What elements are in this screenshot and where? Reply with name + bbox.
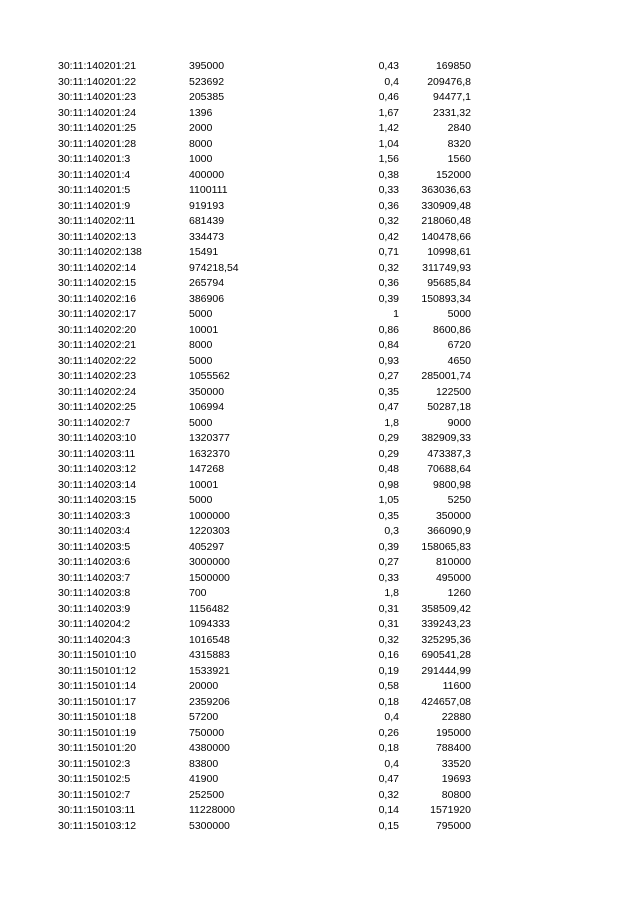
table-row xyxy=(0,307,640,323)
area-value-cell: 350000 xyxy=(189,385,225,398)
cadastral-number-cell: 30:11:140202:24 xyxy=(58,385,137,398)
area-value-cell: 1016548 xyxy=(189,633,230,646)
amount-cell: 140478,66 xyxy=(421,230,471,243)
cadastral-number-cell: 30:11:140202:11 xyxy=(58,215,136,227)
cadastral-number-cell: 30:11:140203:11 xyxy=(58,447,136,460)
cadastral-number-cell: 30:11:140203:5 xyxy=(58,540,131,553)
cadastral-number-cell: 30:11:140203:3 xyxy=(58,509,131,522)
table-row xyxy=(0,602,640,618)
cadastral-number-cell: 30:11:140203:15 xyxy=(58,494,137,506)
cadastral-number-cell: 30:11:140203:12 xyxy=(58,463,137,475)
cadastral-number-cell: 30:11:140201:4 xyxy=(58,168,131,181)
table-row xyxy=(0,261,640,277)
amount-cell: 8320 xyxy=(447,137,471,150)
area-value-cell: 8000 xyxy=(189,339,213,351)
rate-cell: 0,29 xyxy=(378,432,399,444)
amount-cell: 218060,48 xyxy=(421,215,471,227)
rate-cell: 1,8 xyxy=(384,416,399,429)
amount-cell: 152000 xyxy=(435,168,471,181)
amount-cell: 5000 xyxy=(447,308,471,320)
amount-cell: 382909,33 xyxy=(421,432,471,444)
area-value-cell: 750000 xyxy=(189,726,225,739)
cadastral-number-cell: 30:11:150101:14 xyxy=(58,680,137,692)
area-value-cell: 10001 xyxy=(189,478,219,491)
rate-cell: 1,42 xyxy=(378,122,399,134)
rate-cell: 0,36 xyxy=(378,199,399,212)
rate-cell: 1,67 xyxy=(378,106,399,119)
area-value-cell: 11228000 xyxy=(189,804,235,816)
rate-cell: 0,86 xyxy=(378,323,399,336)
table-row xyxy=(0,586,640,602)
area-value-cell: 1000000 xyxy=(189,509,230,522)
area-value-cell: 395000 xyxy=(189,60,225,72)
area-value-cell: 5000 xyxy=(189,416,213,429)
table-row xyxy=(0,416,640,432)
area-value-cell: 334473 xyxy=(189,230,225,243)
cadastral-number-cell: 30:11:140201:25 xyxy=(58,122,137,134)
cadastral-number-cell: 30:11:150102:3 xyxy=(58,757,131,770)
amount-cell: 50287,18 xyxy=(427,401,471,413)
table-row xyxy=(0,710,640,726)
table-row xyxy=(0,183,640,199)
cadastral-number-cell: 30:11:150101:10 xyxy=(58,649,137,661)
rate-cell: 0,36 xyxy=(378,277,399,289)
amount-cell: 70688,64 xyxy=(427,463,471,475)
table-row xyxy=(0,571,640,587)
cadastral-number-cell: 30:11:140203:8 xyxy=(58,587,131,599)
area-value-cell: 5000 xyxy=(189,354,213,367)
rate-cell: 0,39 xyxy=(378,540,399,553)
amount-cell: 122500 xyxy=(435,385,471,398)
table-row xyxy=(0,524,640,540)
rate-cell: 0,4 xyxy=(384,757,399,770)
amount-cell: 690541,28 xyxy=(421,649,471,661)
amount-cell: 80800 xyxy=(441,788,471,801)
rate-cell: 0,35 xyxy=(378,509,399,522)
area-value-cell: 147268 xyxy=(189,463,225,475)
area-value-cell: 2359206 xyxy=(189,695,230,708)
area-value-cell: 2000 xyxy=(189,122,213,134)
area-value-cell: 265794 xyxy=(189,277,225,289)
cadastral-number-cell: 30:11:140202:138 xyxy=(58,246,142,258)
area-value-cell: 4380000 xyxy=(189,742,230,754)
cadastral-number-cell: 30:11:150101:18 xyxy=(58,711,137,723)
cadastral-number-cell: 30:11:150101:19 xyxy=(58,726,137,739)
cadastral-number-cell: 30:11:140202:22 xyxy=(58,354,137,367)
amount-cell: 19693 xyxy=(441,773,471,785)
area-value-cell: 10001 xyxy=(189,323,219,336)
amount-cell: 8600,86 xyxy=(433,323,471,336)
rate-cell: 0,58 xyxy=(378,680,399,692)
rate-cell: 0,18 xyxy=(378,695,399,708)
rate-cell: 0,26 xyxy=(378,726,399,739)
table-row xyxy=(0,230,640,246)
table-row xyxy=(0,726,640,742)
amount-cell: 4650 xyxy=(447,354,471,367)
area-value-cell: 1094333 xyxy=(189,618,230,630)
amount-cell: 2331,32 xyxy=(433,106,471,119)
cadastral-number-cell: 30:11:150101:12 xyxy=(58,664,137,677)
table-row xyxy=(0,741,640,757)
cadastral-number-cell: 30:11:150101:20 xyxy=(58,742,137,754)
area-value-cell: 57200 xyxy=(189,711,219,723)
area-value-cell: 919193 xyxy=(189,199,225,212)
table-row xyxy=(0,695,640,711)
area-value-cell: 4315883 xyxy=(189,649,230,661)
amount-cell: 9000 xyxy=(447,416,471,429)
rate-cell: 1 xyxy=(393,308,399,320)
area-value-cell: 1632370 xyxy=(189,447,230,460)
table-row xyxy=(0,106,640,122)
table-row xyxy=(0,292,640,308)
rate-cell: 0,35 xyxy=(378,385,399,398)
cadastral-number-cell: 30:11:140202:13 xyxy=(58,230,137,243)
rate-cell: 0,27 xyxy=(378,370,399,382)
table-row xyxy=(0,199,640,215)
cadastral-number-cell: 30:11:140202:14 xyxy=(58,261,137,274)
area-value-cell: 3000000 xyxy=(189,556,230,568)
cadastral-number-cell: 30:11:140203:7 xyxy=(58,571,131,584)
rate-cell: 0,15 xyxy=(378,819,399,832)
area-value-cell: 83800 xyxy=(189,757,219,770)
table-row xyxy=(0,400,640,416)
area-value-cell: 5000 xyxy=(189,494,213,506)
rate-cell: 0,48 xyxy=(378,463,399,475)
amount-cell: 363036,63 xyxy=(421,184,471,196)
area-value-cell: 1320377 xyxy=(189,432,230,444)
area-value-cell: 41900 xyxy=(189,773,219,785)
rate-cell: 0,33 xyxy=(378,571,399,584)
amount-cell: 350000 xyxy=(435,509,471,522)
area-value-cell: 700 xyxy=(189,587,207,599)
rate-cell: 0,29 xyxy=(378,447,399,460)
table-row xyxy=(0,493,640,509)
rate-cell: 0,47 xyxy=(378,401,399,413)
amount-cell: 495000 xyxy=(435,571,471,584)
area-value-cell: 1500000 xyxy=(189,571,230,584)
cadastral-number-cell: 30:11:150102:5 xyxy=(58,773,131,785)
table-row xyxy=(0,664,640,680)
rate-cell: 0,33 xyxy=(378,184,399,196)
area-value-cell: 405297 xyxy=(189,540,225,553)
cadastral-number-cell: 30:11:140201:23 xyxy=(58,91,137,103)
table-row xyxy=(0,152,640,168)
cadastral-number-cell: 30:11:140203:14 xyxy=(58,478,137,491)
rate-cell: 0,32 xyxy=(378,788,399,801)
area-value-cell: 1000 xyxy=(189,153,213,165)
table-row xyxy=(0,338,640,354)
amount-cell: 291444,99 xyxy=(421,664,471,677)
rate-cell: 0,42 xyxy=(378,230,399,243)
area-value-cell: 386906 xyxy=(189,292,225,305)
table-row xyxy=(0,478,640,494)
amount-cell: 424657,08 xyxy=(421,695,471,708)
cadastral-number-cell: 30:11:140202:7 xyxy=(58,416,131,429)
amount-cell: 358509,42 xyxy=(421,602,471,615)
rate-cell: 0,39 xyxy=(378,292,399,305)
rate-cell: 1,05 xyxy=(378,494,399,506)
amount-cell: 5250 xyxy=(447,494,471,506)
area-value-cell: 974218,54 xyxy=(189,261,239,274)
cadastral-number-cell: 30:11:140204:3 xyxy=(58,633,131,646)
table-row xyxy=(0,633,640,649)
cadastral-number-cell: 30:11:140202:21 xyxy=(58,339,137,351)
cadastral-number-cell: 30:11:140201:28 xyxy=(58,137,137,150)
table-row xyxy=(0,369,640,385)
amount-cell: 810000 xyxy=(435,556,471,568)
table-row xyxy=(0,276,640,292)
table-row xyxy=(0,214,640,230)
rate-cell: 0,84 xyxy=(378,339,399,351)
area-value-cell: 15491 xyxy=(189,246,219,258)
amount-cell: 195000 xyxy=(435,726,471,739)
cadastral-number-cell: 30:11:140201:24 xyxy=(58,106,137,119)
table-row xyxy=(0,509,640,525)
cadastral-number-cell: 30:11:150103:12 xyxy=(58,819,137,832)
cadastral-number-cell: 30:11:140202:25 xyxy=(58,401,137,413)
table-row xyxy=(0,648,640,664)
amount-cell: 366090,9 xyxy=(427,525,471,537)
area-value-cell: 8000 xyxy=(189,137,213,150)
table-row xyxy=(0,245,640,261)
table-row xyxy=(0,447,640,463)
amount-cell: 94477,1 xyxy=(433,91,471,103)
table-row xyxy=(0,555,640,571)
rate-cell: 1,8 xyxy=(384,587,399,599)
table-row xyxy=(0,90,640,106)
area-value-cell: 1055562 xyxy=(189,370,230,382)
amount-cell: 33520 xyxy=(441,757,471,770)
rate-cell: 0,71 xyxy=(378,246,399,258)
table-row xyxy=(0,679,640,695)
amount-cell: 285001,74 xyxy=(421,370,471,382)
amount-cell: 6720 xyxy=(447,339,471,351)
area-value-cell: 1220303 xyxy=(189,525,230,537)
cadastral-number-cell: 30:11:150103:11 xyxy=(58,804,136,816)
cadastral-number-cell: 30:11:150102:7 xyxy=(58,788,131,801)
amount-cell: 311749,93 xyxy=(422,261,471,274)
rate-cell: 0,93 xyxy=(378,354,399,367)
table-row xyxy=(0,75,640,91)
rate-cell: 0,27 xyxy=(378,556,399,568)
area-value-cell: 20000 xyxy=(189,680,219,692)
amount-cell: 95685,84 xyxy=(427,277,471,289)
cadastral-number-cell: 30:11:140201:21 xyxy=(58,60,137,72)
rate-cell: 0,32 xyxy=(378,215,399,227)
table-row xyxy=(0,121,640,137)
amount-cell: 339243,23 xyxy=(421,618,471,630)
rate-cell: 0,38 xyxy=(378,168,399,181)
area-value-cell: 5300000 xyxy=(189,819,230,832)
rate-cell: 0,98 xyxy=(378,478,399,491)
amount-cell: 1260 xyxy=(447,587,471,599)
amount-cell: 209476,8 xyxy=(427,75,471,88)
rate-cell: 0,43 xyxy=(378,60,399,72)
table-row xyxy=(0,168,640,184)
table-row xyxy=(0,540,640,556)
table-row xyxy=(0,385,640,401)
table-row xyxy=(0,757,640,773)
cadastral-number-cell: 30:11:140202:23 xyxy=(58,370,137,382)
cadastral-number-cell: 30:11:140201:3 xyxy=(58,153,131,165)
table-row xyxy=(0,819,640,835)
area-value-cell: 1533921 xyxy=(189,664,230,677)
rate-cell: 0,46 xyxy=(378,91,399,103)
table-row xyxy=(0,137,640,153)
rate-cell: 0,16 xyxy=(378,649,399,661)
cadastral-number-cell: 30:11:140202:15 xyxy=(58,277,137,289)
amount-cell: 9800,98 xyxy=(433,478,471,491)
area-value-cell: 205385 xyxy=(189,91,225,103)
rate-cell: 0,3 xyxy=(384,525,399,537)
amount-cell: 1560 xyxy=(447,153,471,165)
area-value-cell: 1396 xyxy=(189,106,213,119)
amount-cell: 169850 xyxy=(435,60,471,72)
amount-cell: 11600 xyxy=(442,680,471,692)
area-value-cell: 681439 xyxy=(189,215,225,227)
rate-cell: 0,47 xyxy=(378,773,399,785)
amount-cell: 10998,61 xyxy=(427,246,471,258)
rate-cell: 0,32 xyxy=(378,261,399,274)
area-value-cell: 400000 xyxy=(189,168,225,181)
amount-cell: 2840 xyxy=(447,122,471,134)
amount-cell: 330909,48 xyxy=(421,199,471,212)
table-row xyxy=(0,803,640,819)
rate-cell: 0,31 xyxy=(378,618,399,630)
cadastral-number-cell: 30:11:140202:17 xyxy=(58,308,137,320)
rate-cell: 0,31 xyxy=(378,602,399,615)
rate-cell: 0,19 xyxy=(378,664,399,677)
table-row xyxy=(0,788,640,804)
rate-cell: 0,4 xyxy=(384,711,399,723)
cadastral-number-cell: 30:11:140201:5 xyxy=(58,184,131,196)
table-row xyxy=(0,59,640,75)
table-row xyxy=(0,617,640,633)
amount-cell: 22880 xyxy=(441,711,471,723)
rate-cell: 0,14 xyxy=(378,804,399,816)
cadastral-number-cell: 30:11:140202:16 xyxy=(58,292,137,305)
cadastral-number-cell: 30:11:140204:2 xyxy=(58,618,131,630)
amount-cell: 1571920 xyxy=(430,804,471,816)
amount-cell: 788400 xyxy=(435,742,471,754)
cadastral-number-cell: 30:11:150101:17 xyxy=(58,695,137,708)
amount-cell: 795000 xyxy=(435,819,471,832)
area-value-cell: 523692 xyxy=(189,75,225,88)
cadastral-number-cell: 30:11:140203:9 xyxy=(58,602,131,615)
amount-cell: 473387,3 xyxy=(427,447,471,460)
cadastral-number-cell: 30:11:140201:9 xyxy=(58,199,131,212)
amount-cell: 150893,34 xyxy=(421,292,471,305)
data-table xyxy=(0,59,640,834)
cadastral-number-cell: 30:11:140202:20 xyxy=(58,323,137,336)
rate-cell: 1,04 xyxy=(378,137,399,150)
rate-cell: 0,32 xyxy=(378,633,399,646)
rate-cell: 1,56 xyxy=(378,153,399,165)
cadastral-number-cell: 30:11:140203:6 xyxy=(58,556,131,568)
cadastral-number-cell: 30:11:140201:22 xyxy=(58,75,137,88)
area-value-cell: 1100111 xyxy=(189,184,228,196)
table-row xyxy=(0,431,640,447)
area-value-cell: 5000 xyxy=(189,308,213,320)
cadastral-number-cell: 30:11:140203:10 xyxy=(58,432,137,444)
amount-cell: 158065,83 xyxy=(421,540,471,553)
amount-cell: 325295,36 xyxy=(421,633,471,646)
area-value-cell: 1156482 xyxy=(189,602,230,615)
table-row xyxy=(0,772,640,788)
table-row xyxy=(0,462,640,478)
area-value-cell: 252500 xyxy=(189,788,225,801)
rate-cell: 0,4 xyxy=(384,75,399,88)
rate-cell: 0,18 xyxy=(378,742,399,754)
table-row xyxy=(0,323,640,339)
cadastral-number-cell: 30:11:140203:4 xyxy=(58,525,131,537)
table-row xyxy=(0,354,640,370)
area-value-cell: 106994 xyxy=(189,401,225,413)
